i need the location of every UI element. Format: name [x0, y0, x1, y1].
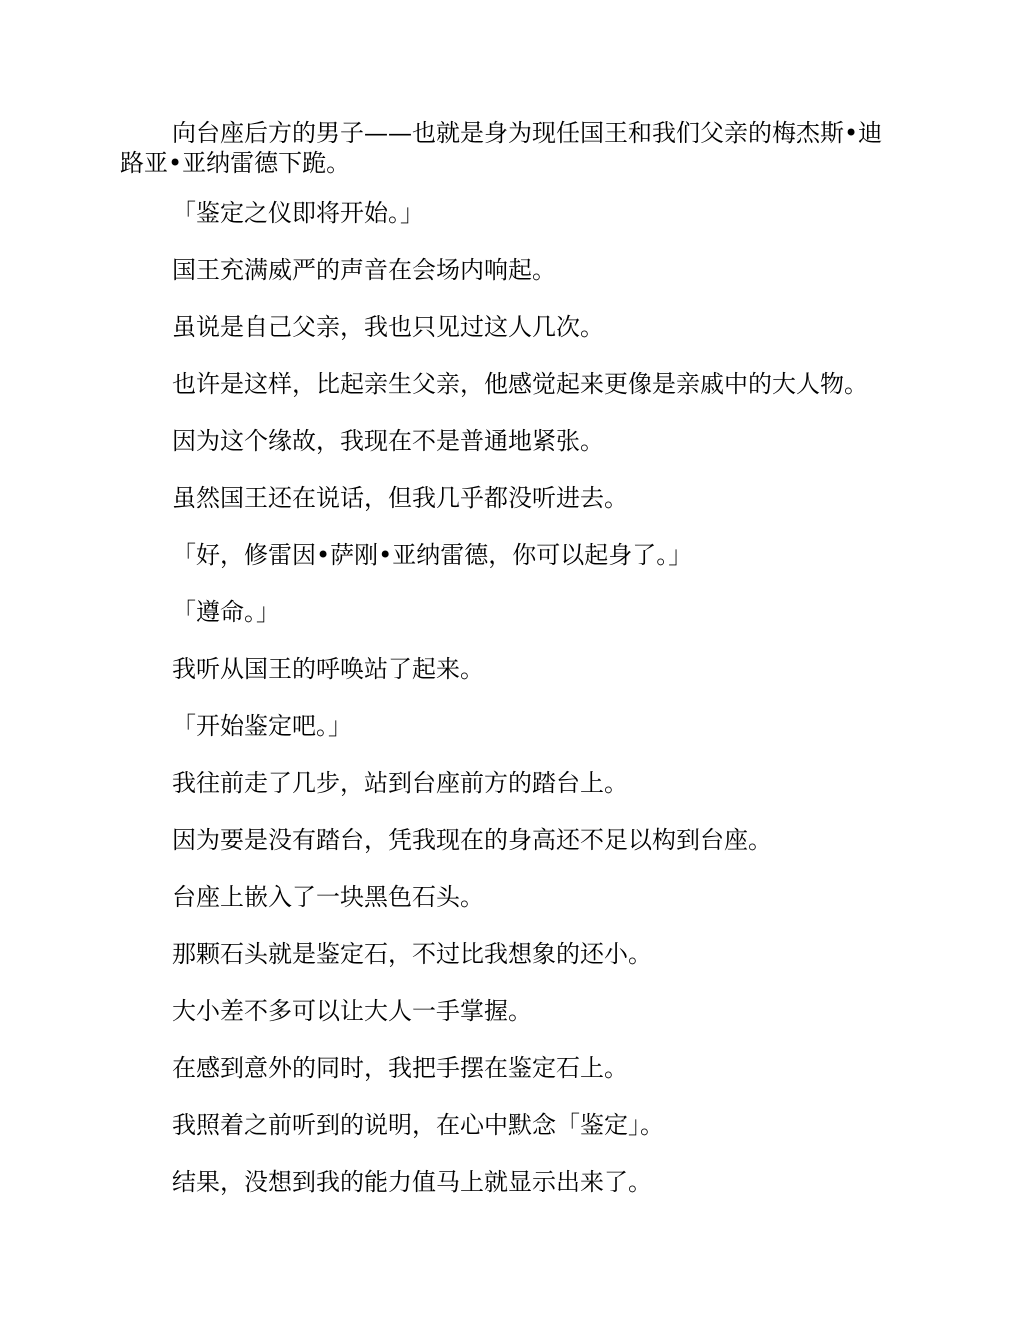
paragraph: 结果，没想到我的能力值马上就显示出来了。: [172, 1168, 652, 1196]
paragraph: 我照着之前听到的说明，在心中默念「鉴定」。: [172, 1111, 664, 1139]
paragraph: 因为这个缘故，我现在不是普通地紧张。: [172, 427, 604, 455]
paragraph: 也许是这样，比起亲生父亲，他感觉起来更像是亲戚中的大人物。: [172, 370, 868, 398]
paragraph: 我往前走了几步，站到台座前方的踏台上。: [172, 769, 628, 797]
paragraph: 台座上嵌入了一块黑色石头。: [172, 883, 484, 911]
paragraph: 国王充满威严的声音在会场内响起。: [172, 256, 556, 284]
paragraph: 「开始鉴定吧。」: [172, 712, 352, 740]
paragraph: 那颗石头就是鉴定石，不过比我想象的还小。: [172, 940, 652, 968]
paragraph: 「遵命。」: [172, 598, 280, 626]
paragraph: 大小差不多可以让大人一手掌握。: [172, 997, 532, 1025]
paragraph: 在感到意外的同时，我把手摆在鉴定石上。: [172, 1054, 628, 1082]
paragraph: 「好，修雷因•萨刚•亚纳雷德，你可以起身了。」: [172, 541, 693, 569]
paragraph: 我听从国王的呼唤站了起来。: [172, 655, 484, 683]
paragraph: 「鉴定之仪即将开始。」: [172, 199, 424, 227]
paragraph: 向台座后方的男子——也就是身为现任国王和我们父亲的梅杰斯•迪路亚•亚纳雷德下跪。: [120, 119, 883, 177]
paragraph: 虽说是自己父亲，我也只见过这人几次。: [172, 313, 604, 341]
paragraph: 虽然国王还在说话，但我几乎都没听进去。: [172, 484, 628, 512]
paragraph: 因为要是没有踏台，凭我现在的身高还不足以构到台座。: [172, 826, 772, 854]
